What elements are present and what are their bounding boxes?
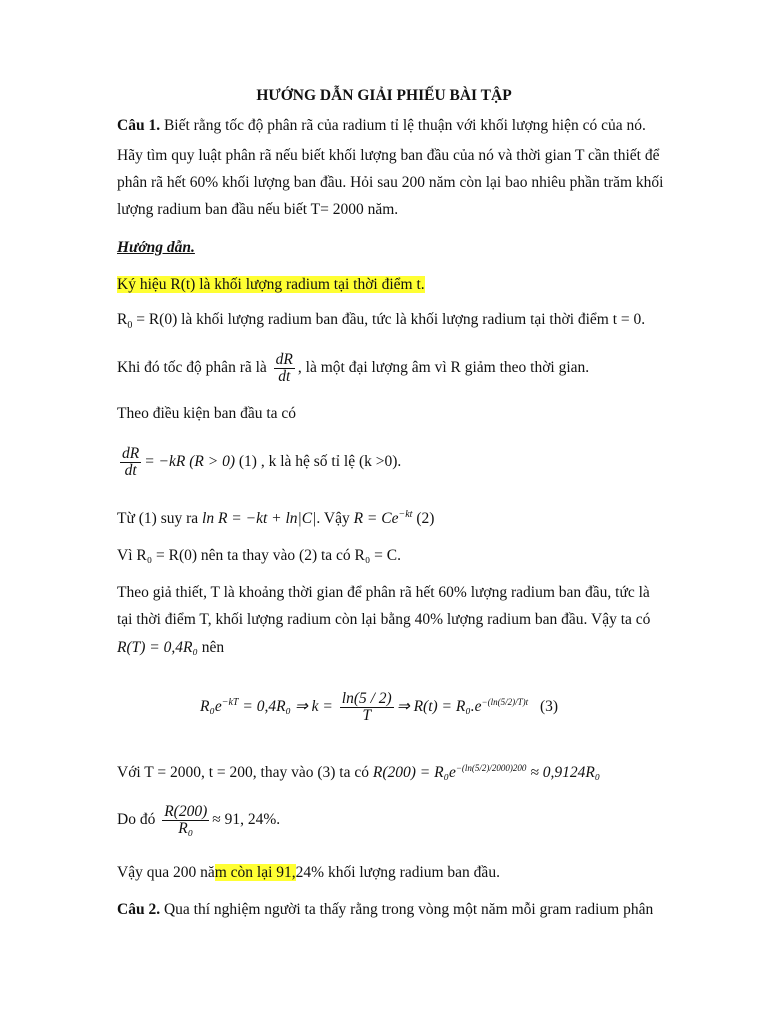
substitution-paragraph: Với T = 2000, t = 200, thay vào (3) ta có $R(200) = R_0e^{-(ln(5/2)/2000)200} \approx 0,9124R_0$: [117, 763, 601, 782]
r0-definition: $R_0 = R(0)$ là khối lượng radium ban đầu, tức là khối lượng radium tại thời điểm t = 0.: [117, 311, 646, 332]
fraction-dr-dt-eq1: $\frac{dR}{dt}$: [122, 444, 140, 479]
question-2-label: Câu 2.: [117, 901, 161, 918]
assumption-line-3: R(T) = 0,4R₀ nên: [117, 639, 225, 656]
question-1-line-4: lượng radium ban đầu nếu biết T= 2000 năm.: [117, 201, 399, 218]
fraction-r200-over-r0: $\frac{R(200)}{\text{R₀}}$: [164, 802, 208, 837]
question-1-line-1: Câu 1. Biết rằng tốc độ phân rã của radium tỉ lệ thuận với khối lượng hiện có của nó.: [117, 117, 646, 134]
question-1-line-3: phân rã hết 60% khối lượng ban đầu. Hỏi sau 200 năm còn lại bao nhiêu phần trăm khối: [117, 174, 664, 191]
fraction-ln-over-t: $\frac{\ln(5 / 2)}{T}$: [341, 690, 392, 725]
from-equation-1: Từ (1) suy ra ln R = −kt + ln|C|. Vậy $R = Ce^{-kt}$ (2): [117, 509, 435, 528]
conclusion-highlight: m còn lại 91,: [214, 864, 296, 881]
assumption-line-1: Theo giả thiết, T là khoảng thời gian để phân rã hết 60% lượng radium ban đầu, tức là: [117, 584, 650, 601]
question-2-line-1: Câu 2. Qua thí nghiệm người ta thấy rằng trong vòng một năm mỗi gram radium phân: [117, 901, 654, 918]
fraction-dr-dt: $\frac{dR}{dt}$: [275, 350, 293, 385]
guide-heading: Hướng dẫn.: [117, 239, 195, 256]
initial-condition-text: Theo điều kiện ban đầu ta có: [117, 405, 297, 422]
since-paragraph: Vì R₀ = R(0) nên ta thay vào (2) ta có R₀ = C.: [117, 547, 401, 564]
notation-paragraph: [117, 275, 425, 295]
equation-3: $R_0e^{-kT} = 0,4R_0$ ⇒ k = $\frac{\ln(5 / 2)}{T}$ ⇒ $R(t) = R_0.e^{-(ln(5/2)/T)t}$ (3): [200, 690, 559, 725]
equation-1: $\frac{dR}{dt}$ = −kR (R > 0) (1) , k là hệ số tỉ lệ (k >0).: [122, 444, 402, 479]
notation-highlight: Ký hiệu R(t) là khối lượng radium tại thời điểm t.: [117, 276, 425, 293]
rate-paragraph: Khi đó tốc độ phân rã là $\frac{dR}{dt}$ , là một đại lượng âm vì R giảm theo thời gian.: [117, 350, 590, 385]
question-1-label: Câu 1.: [117, 117, 161, 134]
conclusion-paragraph: Vậy qua 200 năm còn lại 91,24% khối lượng radium ban đầu.: [117, 864, 500, 881]
assumption-line-2: tại thời điểm T, khối lượng radium còn lại bằng 40% lượng radium ban đầu. Vậy ta có: [117, 611, 651, 628]
page-title: HƯỚNG DẪN GIẢI PHIẾU BÀI TẬP: [256, 87, 512, 104]
question-1-line-2: Hãy tìm quy luật phân rã nếu biết khối lượng ban đầu của nó và thời gian T cần thiết để: [117, 147, 660, 164]
therefore-paragraph: Do đó $\frac{R(200)}{\text{R₀}}$ ≈ 91, 24%.: [117, 802, 281, 837]
